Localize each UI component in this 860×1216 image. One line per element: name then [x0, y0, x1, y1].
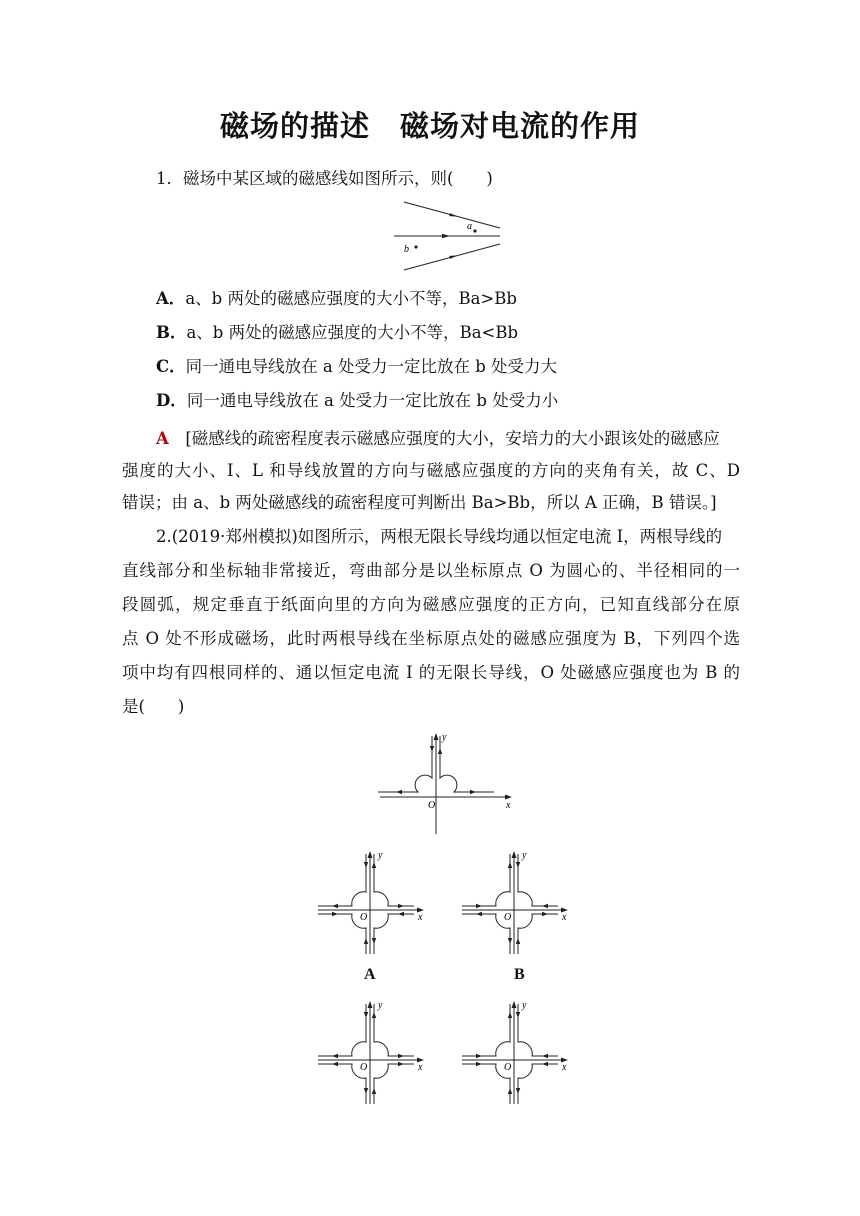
svg-text:x: x	[506, 800, 511, 811]
q1-explanation-line-2: 强度的大小、I、L 和导线放置的方向与磁感应强度的方向的夹角有关，故 C、D	[122, 461, 740, 480]
svg-text:y: y	[442, 732, 447, 743]
q1-explanation-line-3: 错误；由 a、b 两处磁感线的疏密程度可判断出 Ba>Bb，所以 A 正确，B 错误。]	[122, 493, 717, 512]
svg-text:y: y	[378, 1000, 383, 1011]
q2-option-c-figure	[318, 998, 428, 1108]
svg-text:x: x	[562, 1062, 567, 1073]
page-title: 磁场的描述 磁场对电流的作用	[219, 109, 640, 143]
q1-option-a: A．a、b 两处的磁感应强度的大小不等，Ba>Bb	[156, 289, 517, 308]
point-a-label: a	[467, 221, 472, 232]
q1-stem: 1．磁场中某区域的磁感线如图所示，则( )	[156, 169, 493, 188]
q2-option-a-figure	[318, 848, 428, 958]
q1-option-b: B．a、b 两处的磁感应强度的大小不等，Ba<Bb	[156, 323, 519, 342]
svg-text:O: O	[360, 1062, 368, 1073]
q2-option-b-label: B	[514, 966, 525, 983]
svg-text:y: y	[522, 1000, 527, 1011]
q2-stem-line-2: 直线部分和坐标轴非常接近，弯曲部分是以坐标原点 O 为圆心的、半径相同的一	[122, 561, 740, 580]
q2-stem-line-6: 是( )	[122, 697, 185, 716]
svg-text:x: x	[418, 1062, 423, 1073]
svg-text:O: O	[504, 912, 512, 923]
svg-text:O: O	[428, 800, 436, 811]
svg-text:x: x	[562, 912, 567, 923]
svg-text:x: x	[418, 912, 423, 923]
q2-stem-line-3: 段圆弧，规定垂直于纸面向里的方向为磁感应强度的正方向，已知直线部分在原	[122, 595, 740, 614]
q2-option-d-figure	[462, 998, 572, 1108]
q2-stem-line-5: 项中均有四根同样的、通以恒定电流 I 的无限长导线，O 处磁感应强度也为 B 的	[122, 663, 740, 682]
q1-option-d: D．同一通电导线放在 a 处受力一定比放在 b 处受力小	[156, 391, 559, 410]
q2-option-b-figure	[462, 848, 572, 958]
q2-stem-line-4: 点 O 处不形成磁场，此时两根导线在坐标原点处的磁感应强度为 B，下列四个选	[122, 629, 740, 648]
svg-text:y: y	[522, 850, 527, 861]
svg-text:O: O	[360, 912, 368, 923]
q1-option-c: C．同一通电导线放在 a 处受力一定比放在 b 处受力大	[156, 357, 558, 376]
svg-text:y: y	[378, 850, 383, 861]
q1-answer: A	[156, 429, 169, 448]
q1-explanation-line-1: A [磁感线的疏密程度表示磁感应强度的大小，安培力的大小跟该处的磁感应	[156, 429, 720, 448]
svg-text:O: O	[504, 1062, 512, 1073]
point-b-label: b	[404, 244, 409, 255]
q2-option-a-label: A	[364, 966, 376, 983]
q2-stem-line-1: 2.(2019·郑州模拟)如图所示，两根无限长导线均通以恒定电流 I，两根导线的	[156, 527, 723, 546]
q2-main-figure	[376, 730, 516, 840]
q1-field-lines-figure	[388, 198, 504, 278]
